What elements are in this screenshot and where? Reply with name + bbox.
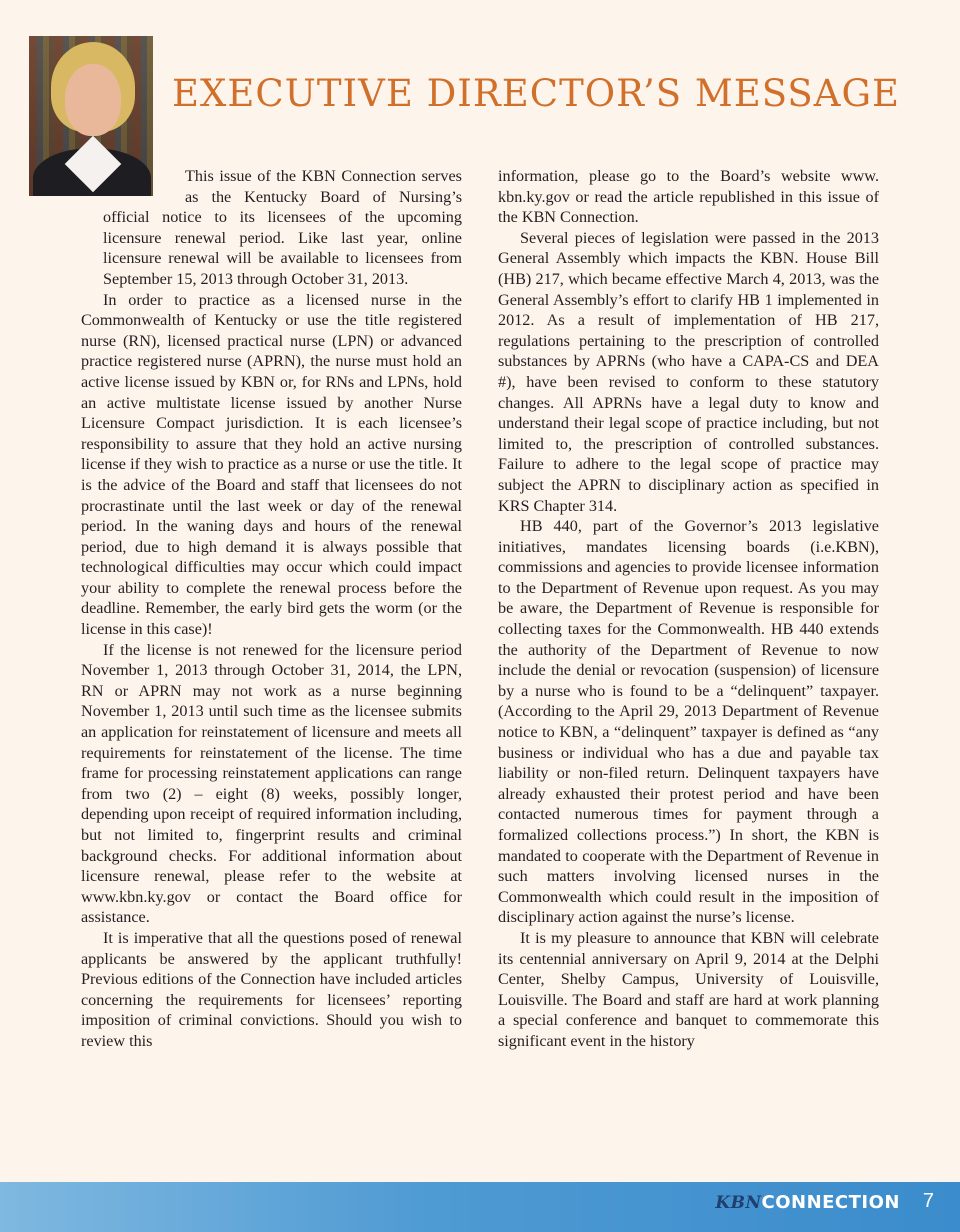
right-column [498,166,879,1146]
left-column [81,166,462,1146]
paragraph: HB 440, part of the Governor’s 2013 legislative initiatives, mandates licensing boards (i.e.KBN), commissions and agencies to provide licensee information to the Department of Revenue upon request. As you may be aware, the Department of Revenue is responsible for collecting taxes for the Commonwealth. HB 440 extends the authority of the Department of Revenue to now include the denial or revocation (suspension) of licensure by a nurse who is found to be a “delinquent” taxpayer. (According to the April 29, 2013 Department of Revenue notice to KBN, a “delinquent” taxpayer is defined as “any business or individual who has a due and payable tax liability or non-filed return. Delinquent taxpayers have already exhausted their protest period and have been contacted numerous times for payment through a formalized collections process.”) In short, the KBN is mandated to cooperate with the Department of Revenue in such matters involving licensed nurses in the Commonwealth which could result in the imposition of disciplinary action against the nurse’s license. [498,517,879,927]
paragraph: Several pieces of legislation were passed in the 2013 General Assembly which impacts the KBN. House Bill (HB) 217, which became effective March 4, 2013, was the General Assembly’s effort to clarify HB 1 implemented in 2012. As a result of implementation of HB 217, regulations pertaining to the prescription of controlled substances by APRNs (who have a CAPA-CS and DEA #), have been revised to conform to these statutory changes. All APRNs have a legal duty to know and understand their legal scope of practice including, but not limited to, the prescription of controlled substances. Failure to adhere to the legal scope of practice may subject the APRN to disciplinary action as specified in KRS Chapter 314. [498,228,879,515]
paragraph: It is imperative that all the questions posed of renewal applicants be answered by the applicant truthfully! Previous editions of the Connection have included articles concerning the requirements for licensees’ reporting imposition of criminal convictions. Should you wish to review this [81,928,462,1050]
paragraph: If the license is not renewed for the licensure period November 1, 2013 through October 31, 2014, the LPN, RN or APRN may not work as a nurse beginning November 1, 2013 until such time as the licensee submits an application for reinstatement of licensure and meets all requirements for reinstatement of the license. The time frame for processing reinstatement applications can range from two (2) – eight (8) weeks, possibly longer, depending upon receipt of required information including, but not limited to, fingerprint results and criminal background checks. For additional information about licensure renewal, please refer to the website at www.kbn.ky.gov or contact the Board office for assistance. [81,640,462,927]
paragraph: This issue of the KBN Connection serves as the Kentucky Board of Nursing’s official notice to its licensees of the upcoming licensure renewal period. Like last year, online licensure renewal will be available to licensees from September 15, 2013 through October 31, 2013. [103,167,462,288]
footer-bar [0,1182,960,1232]
kbn-connection-logo: KBNCONNECTION [715,1192,900,1213]
page-number: 7 [922,1190,934,1212]
paragraph: In order to practice as a licensed nurse in the Commonwealth of Kentucky or use the title registered nurse (RN), licensed practical nurse (LPN) or advanced practice registered nurse (APRN), the nurse must hold an active license issued by KBN or, for RNs and LPNs, hold an active multistate license issued by another Nurse Licensure Compact jurisdiction. It is each licensee’s responsibility to assure that they hold an active nursing license if they wish to practice as a nurse or use the title. It is the advice of the Board and staff that licensees do not procrastinate until the last week or day of the renewal period. In the waning days and hours of the renewal period, due to high demand it is always possible that technological difficulties may occur which could impact your ability to complete the renewal process before the deadline. Remember, the early bird gets the worm (or the license in this case)! [81,290,462,639]
paragraph: It is my pleasure to announce that KBN will celebrate its centennial anniversary on April 9, 2014 at the Delphi Center, Shelby Campus, University of Louisville, Louisville. The Board and staff are hard at work planning a special conference and banquet to commemorate this significant event in the history [498,928,879,1050]
paragraph: information, please go to the Board’s website www. kbn.ky.gov or read the article republished in this issue of the KBN Connection. [498,167,879,227]
page-title: EXECUTIVE DIRECTOR’S MESSAGE [172,72,901,115]
